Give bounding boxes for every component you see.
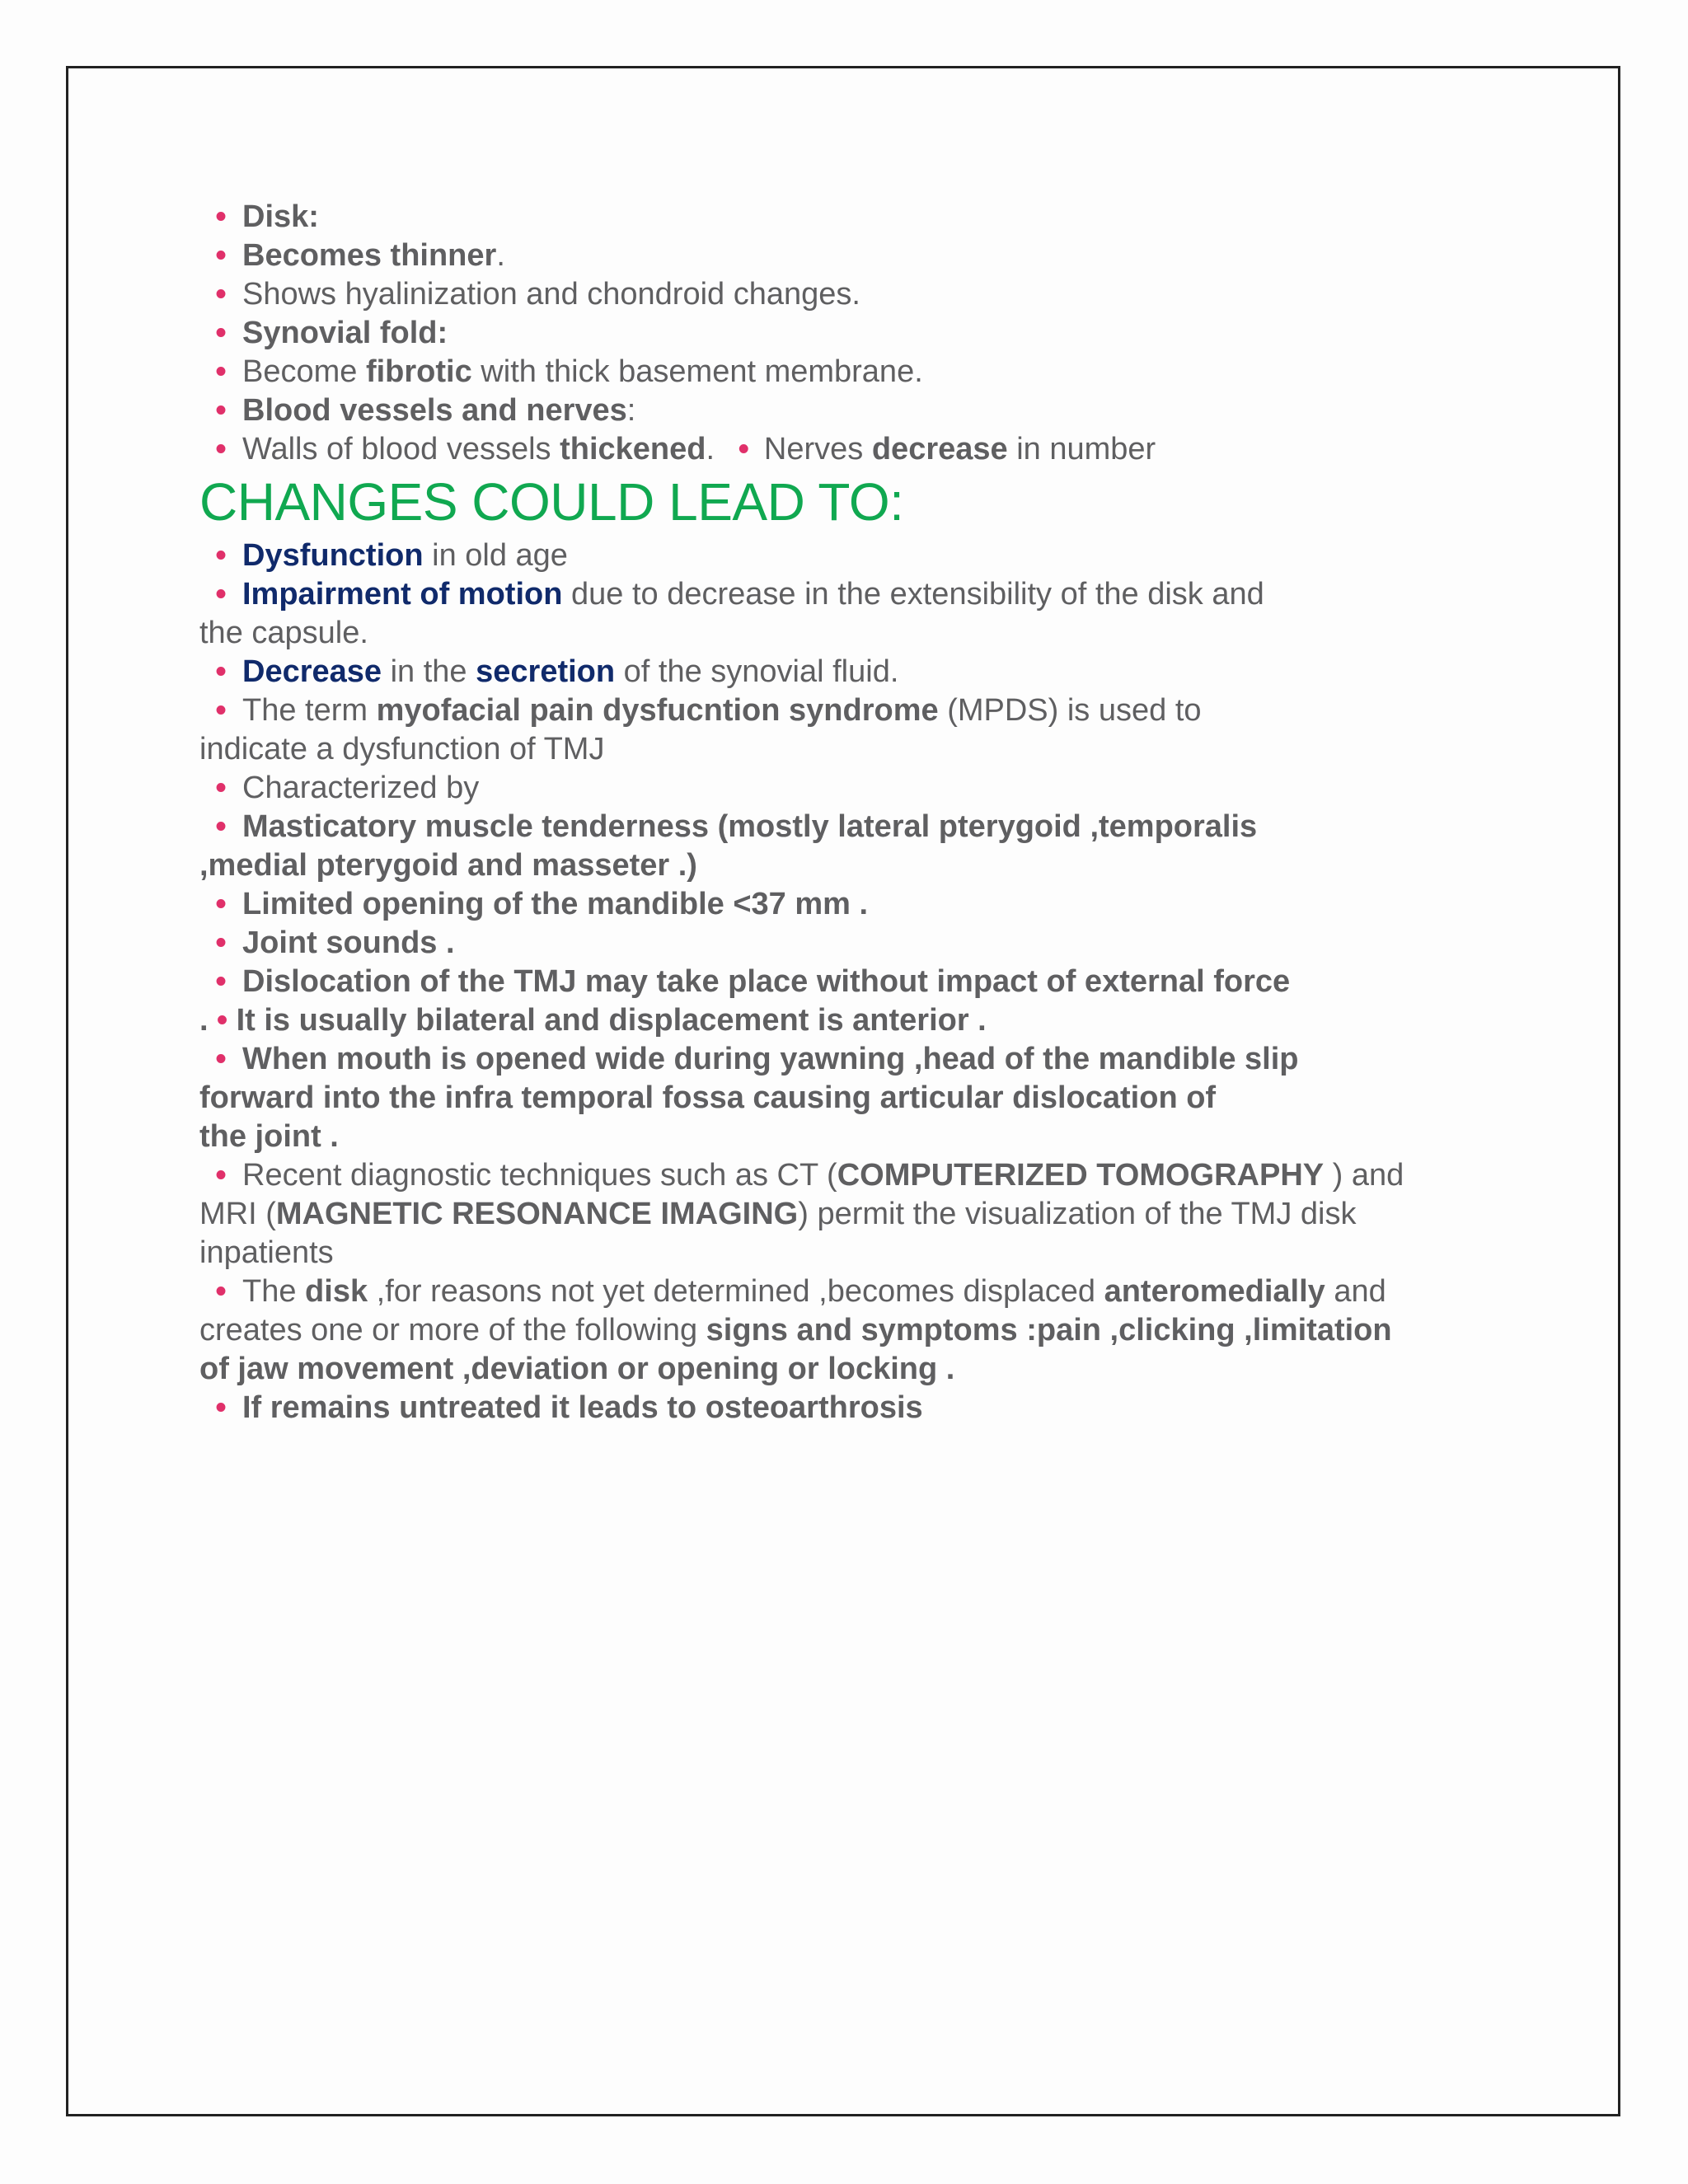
- bullet-icon: •: [215, 538, 227, 573]
- bullet-icon: •: [215, 771, 227, 805]
- bullet-icon: •: [216, 1003, 228, 1038]
- bullet-icon: •: [215, 1042, 227, 1076]
- bullet-icon: •: [215, 393, 227, 428]
- bullet-icon: •: [215, 199, 227, 234]
- list-item: • Synovial fold:: [199, 314, 1502, 353]
- bullet-icon: •: [215, 432, 227, 466]
- list-item: • Become fibrotic with thick basement membrane.: [199, 353, 1502, 391]
- section-heading: CHANGES COULD LEAD TO:: [199, 472, 904, 532]
- list-item: • Shows hyalinization and chondroid changes.: [199, 275, 1502, 314]
- list-item: • Joint sounds .: [199, 924, 1502, 963]
- bullet-icon: •: [215, 577, 227, 612]
- list-item: • Blood vessels and nerves:: [199, 391, 1502, 430]
- bullet-icon: •: [215, 1158, 227, 1193]
- list-item: . • It is usually bilateral and displacement is anterior .: [199, 1001, 1502, 1040]
- bullet-icon: •: [215, 277, 227, 312]
- list-item: • The disk ,for reasons not yet determined ,becomes displaced anteromedially and creates one or more of the following signs and symptoms :pain ,clicking ,limitation of jaw movement ,deviation or opening or locking .: [199, 1274, 1392, 1386]
- bullet-icon: •: [215, 654, 227, 689]
- bullet-icon: •: [215, 964, 227, 999]
- bullet-icon: •: [215, 354, 227, 389]
- list-item: • Masticatory muscle tenderness (mostly lateral pterygoid ,temporalis ,medial pterygoid and masseter .): [199, 809, 1258, 883]
- bullet-icon: •: [215, 926, 227, 960]
- bullet-icon: •: [215, 693, 227, 728]
- bullet-icon: •: [215, 1274, 227, 1309]
- list-item: • Dislocation of the TMJ may take place without impact of external force: [199, 963, 1502, 1001]
- list-item: • Decrease in the secretion of the synovial fluid.: [199, 653, 1502, 691]
- bullet-icon: •: [215, 316, 227, 350]
- list-item: • When mouth is opened wide during yawning ,head of the mandible slip forward into the infra temporal fossa causing articular dislocation of the joint .: [199, 1042, 1299, 1154]
- bullet-icon: •: [215, 809, 227, 844]
- list-item: • The term myofacial pain dysfucntion syndrome (MPDS) is used to indicate a dysfunction of TMJ: [199, 693, 1202, 766]
- bullet-icon: •: [215, 238, 227, 273]
- list-item: • Becomes thinner.: [199, 237, 1502, 275]
- list-item: • Impairment of motion due to decrease in the extensibility of the disk and the capsule.: [199, 577, 1264, 650]
- document-body: [199, 198, 1502, 1427]
- bullet-icon: •: [215, 1390, 227, 1425]
- bullet-icon: •: [215, 887, 227, 921]
- list-item: • Characterized by: [199, 769, 1502, 808]
- list-item: • Recent diagnostic techniques such as CT (COMPUTERIZED TOMOGRAPHY ) and MRI (MAGNETIC RESONANCE IMAGING) permit the visualization of the TMJ disk inpatients: [199, 1158, 1404, 1270]
- list-item: • Limited opening of the mandible <37 mm .: [199, 885, 1502, 924]
- bullet-icon: •: [738, 432, 749, 466]
- list-item: • Dysfunction in old age: [199, 537, 1502, 575]
- list-item: • Walls of blood vessels thickened. • Nerves decrease in number: [199, 430, 1502, 469]
- list-item: • Disk:: [199, 198, 1502, 237]
- list-item: • If remains untreated it leads to osteoarthrosis: [199, 1389, 1502, 1427]
